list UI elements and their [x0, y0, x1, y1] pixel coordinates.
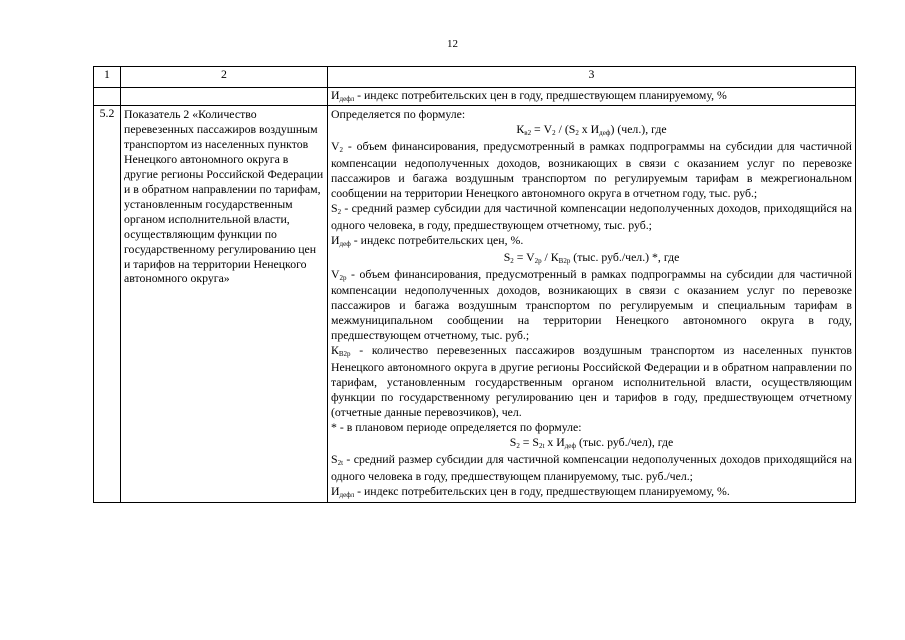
formula-intro: Определяется по формуле:	[331, 107, 466, 121]
definition-kb2p: $К_{В2р}$ - количество перевезенных пассажиров воздушным транспортом из населенных пунктов Ненецкого автономного округа в другие регионы Российской Федерации и в обратном направлении по тарифам, установленным государственным органом исполнительной власти, осуществляющим функции по государственному регулированию цен и тарифов в году, предшествующем отчетному (отчетные данные перевозчиков), чел.	[331, 343, 852, 420]
table-row-5-2	[94, 106, 856, 503]
calculation-method	[328, 106, 856, 503]
table-row-continuation	[94, 88, 856, 106]
definition-s2t: $S_{2t}$ - средний размер субсидии для частичной компенсации недополученных доходов приходящийся на одного человека в году, предшествующем планируемому, тыс. руб./чел.;	[331, 451, 852, 483]
cpi-definition-prev: $И_{дефл}$ - индекс потребительских цен в году, предшествующем планируемому, %	[328, 88, 856, 106]
formula-s2-planned: $S_2 = S_{2t}$ х $И_{деф}$ (тыс. руб./чел), где	[509, 435, 674, 451]
formula-k: $К_{в2} = V_2 / (S_2$ х $И_{деф}$) (чел.), где	[516, 121, 667, 137]
page-number: 12	[447, 38, 458, 50]
header-col-3: 3	[328, 67, 856, 88]
header-col-1: 1	[94, 67, 121, 88]
planning-note: * - в плановом периоде определяется по формуле:	[331, 420, 582, 435]
definition-v2p: $V_{2р}$ - объем финансирования, предусмотренный в рамках подпрограммы на субсидии для частичной компенсации недополученных доходов, возникающих в связи с оказанием услуг по перевозке пассажиров и багажа воздушным транспортом по регулируемым и специальным тарифам в межмуниципальном сообщении на территории Ненецкого автономного округа в году, предшествующем отчетному, тыс. руб.;	[331, 266, 852, 343]
indicators-table	[93, 66, 856, 503]
definition-v2: $V_2$ - объем финансирования, предусмотренный в рамках подпрограммы на субсидии для частичной компенсации недополученных доходов, возникающих в связи с оказанием услуг по перевозке пассажиров и багажа воздушным транспортом по регулируемым тарифам в межрегиональном сообщении на территории Ненецкого автономного округа в отчетном году, тыс. руб.;	[331, 138, 852, 200]
definition-cpi: $И_{деф}$ - индекс потребительских цен, %.	[331, 232, 524, 248]
indicator-name: Показатель 2 «Количество перевезенных пассажиров воздушным транспортом из населенных пунктов Ненецкого автономного округа в другие регионы Российской Федерации и в обратном направлении по тарифам, установленным государственным органом исполнительной власти, осуществляющим функции по государственному регулированию цен и тарифов на территории Ненецкого автономного округа»	[121, 106, 328, 503]
formula-s2: $S_2 = V_{2р} / К_{В2р}$ (тыс. руб./чел.) *, где	[503, 249, 680, 265]
header-col-2: 2	[121, 67, 328, 88]
definition-s2: $S_2$ - средний размер субсидии для частичной компенсации недополученных доходов, приходящийся на одного человека, в году, предшествующем отчетному, тыс. руб.;	[331, 200, 852, 232]
row-number: 5.2	[94, 106, 121, 503]
definition-cpi-planned: $И_{дефл}$ - индекс потребительских цен в году, предшествующем планируемому, %.	[331, 483, 730, 499]
table-header-row	[94, 67, 856, 88]
